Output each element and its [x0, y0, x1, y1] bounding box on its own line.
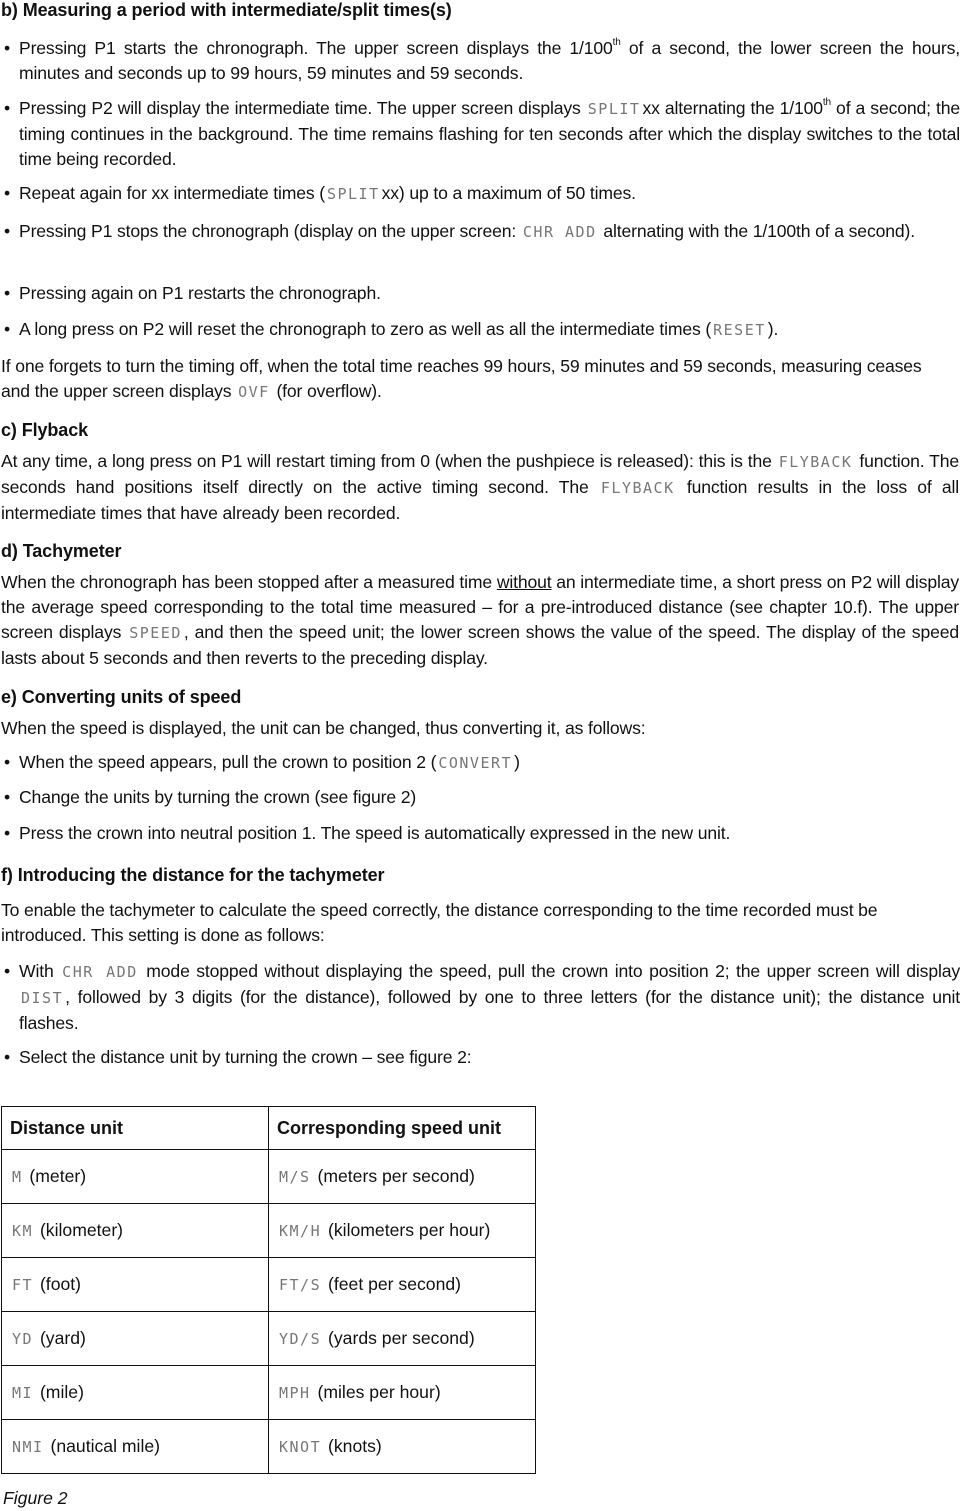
- text: Repeat again for xx intermediate times (: [19, 183, 325, 203]
- unit-description: (meter): [29, 1166, 87, 1186]
- section-b-bullet-5: [0, 281, 960, 306]
- lcd-convert: CONVERT: [438, 754, 513, 772]
- bullet-dot: •: [4, 283, 11, 303]
- unit-description: (nautical mile): [50, 1436, 160, 1456]
- text: Press the crown into neutral position 1. The speed is automatically expressed in the new unit.: [19, 823, 731, 843]
- lcd-unit: NMI: [12, 1438, 44, 1456]
- unit-description: (knots): [328, 1436, 382, 1456]
- text: ): [514, 752, 520, 772]
- text: Select the distance unit by turning the crown – see figure 2:: [19, 1047, 472, 1067]
- header-distance-unit: Distance unit: [2, 1107, 269, 1150]
- text: Pressing P2 will display the intermediate time. The upper screen displays: [19, 98, 586, 118]
- bullet-dot: •: [4, 823, 11, 843]
- distance-cell: [2, 1420, 269, 1474]
- lcd-unit: MI: [12, 1384, 34, 1402]
- text: an intermediate time, a short press on P2 will display the average speed corresponding to the total time measured – for a pre-introduced distance (see chapter 10.f). The upper screen displays: [1, 572, 959, 642]
- unit-description: (mile): [39, 1382, 84, 1402]
- text: function. The seconds hand positions itself directly on the active timing second. The: [1, 451, 959, 497]
- table-row: [2, 1258, 536, 1312]
- distance-speed-units-table: [1, 1106, 536, 1474]
- lcd-split: SPLIT: [326, 185, 380, 203]
- lcd-unit: KNOT: [279, 1438, 322, 1456]
- text: , and then the speed unit; the lower screen shows the value of the speed. The display of the speed lasts about 5 seconds and then reverts to the preceding display.: [1, 622, 959, 668]
- bullet-dot: •: [4, 787, 11, 807]
- superscript: th: [822, 97, 831, 109]
- section-e-heading: e) Converting units of speed: [1, 687, 242, 707]
- bullet-dot: •: [4, 961, 11, 981]
- table-row: [2, 1366, 536, 1420]
- distance-cell: [2, 1204, 269, 1258]
- lcd-chr-add: CHR ADD: [62, 963, 138, 981]
- lcd-unit: M: [12, 1168, 23, 1186]
- section-e-intro: When the speed is displayed, the unit can be changed, thus converting it, as follows:: [1, 718, 646, 738]
- bullet-dot: •: [4, 221, 11, 241]
- unit-description: (yards per second): [328, 1328, 475, 1348]
- bullet-dot: •: [4, 183, 11, 203]
- bullet-dot: •: [4, 319, 11, 339]
- unit-description: (yard): [39, 1328, 86, 1348]
- text: If one forgets to turn the timing off, when the total time reaches 99 hours, 59 minutes and 59 seconds, measuring ceases and the upper screen displays: [1, 356, 922, 401]
- lcd-unit: KM: [12, 1222, 34, 1240]
- text: (for overflow).: [271, 381, 382, 401]
- lcd-flyback: FLYBACK: [600, 479, 675, 497]
- lcd-unit: MPH: [279, 1384, 311, 1402]
- text: of a second, the lower screen the hours, minutes and seconds up to 99 hours, 59 minutes and 59 seconds.: [19, 38, 960, 83]
- text: xx) up to a maximum of 50 times.: [381, 183, 636, 203]
- section-b-bullet-4: [0, 219, 960, 269]
- lcd-chr-add: CHR ADD: [522, 223, 597, 241]
- lcd-unit: FT/S: [279, 1276, 322, 1294]
- table-header-row: [2, 1107, 536, 1150]
- section-c-paragraph: [1, 449, 959, 526]
- lcd-unit: M/S: [279, 1168, 311, 1186]
- text: A long press on P2 will reset the chronograph to zero as well as all the intermediate times (: [19, 319, 712, 339]
- text: , followed by 3 digits (for the distance), followed by one to three letters (for the distance unit); the distance unit flashes.: [19, 987, 960, 1033]
- distance-cell: [2, 1366, 269, 1420]
- speed-cell: [269, 1258, 536, 1312]
- lcd-speed: SPEED: [129, 624, 182, 642]
- section-e-bullet-3: [0, 821, 960, 846]
- text: Pressing P1 stops the chronograph (display on the upper screen:: [19, 221, 521, 241]
- text: When the chronograph has been stopped after a measured time: [1, 572, 497, 592]
- section-b-heading: b) Measuring a period with intermediate/split times(s): [1, 0, 452, 20]
- table-row: [2, 1204, 536, 1258]
- bullet-dot: •: [4, 98, 11, 118]
- underlined-text: without: [496, 572, 552, 592]
- text: When the speed appears, pull the crown to position 2 (: [19, 752, 437, 772]
- distance-cell: [2, 1312, 269, 1366]
- text: Pressing P1 starts the chronograph. The upper screen displays the 1/100: [19, 38, 613, 58]
- section-f-bullet-2: [0, 1045, 960, 1070]
- text: function results in the loss of all intermediate times that have already been recorded.: [1, 477, 959, 523]
- distance-cell: [2, 1150, 269, 1204]
- text: mode stopped without displaying the speed, pull the crown into position 2; the upper screen will display: [139, 961, 960, 981]
- speed-cell: [269, 1420, 536, 1474]
- unit-description: (miles per hour): [317, 1382, 441, 1402]
- section-e-bullet-2: [0, 785, 960, 810]
- section-f-heading: f) Introducing the distance for the tachymeter: [1, 865, 385, 885]
- bullet-dot: •: [4, 38, 11, 58]
- text: Change the units by turning the crown (see figure 2): [19, 787, 417, 807]
- speed-cell: [269, 1366, 536, 1420]
- lcd-unit: FT: [12, 1276, 34, 1294]
- unit-description: (feet per second): [328, 1274, 462, 1294]
- text: xx alternating the 1/100: [642, 98, 823, 118]
- text: of a second; the timing continues in the background. The time remains flashing for ten seconds after which the display switches to the total time being recorded.: [19, 98, 960, 169]
- table-row: [2, 1420, 536, 1474]
- header-speed-unit: Corresponding speed unit: [269, 1107, 536, 1150]
- text: alternating with the 1/100th of a second).: [598, 221, 915, 241]
- table-row: [2, 1150, 536, 1204]
- section-b-paragraph: [1, 354, 941, 405]
- section-f-bullet-1: [0, 959, 960, 1034]
- section-d-heading: d) Tachymeter: [1, 541, 122, 561]
- superscript: th: [612, 37, 621, 49]
- text: Pressing again on P1 restarts the chronograph.: [19, 283, 381, 303]
- section-b-bullet-1: [0, 36, 960, 86]
- text: At any time, a long press on P1 will restart timing from 0 (when the pushpiece is released): this is the: [1, 451, 777, 471]
- speed-cell: [269, 1312, 536, 1366]
- speed-cell: [269, 1150, 536, 1204]
- distance-cell: [2, 1258, 269, 1312]
- section-e-bullet-1: [0, 750, 960, 775]
- lcd-ovf: OVF: [238, 383, 270, 401]
- lcd-unit: YD: [12, 1330, 34, 1348]
- figure-caption: Figure 2: [3, 1488, 68, 1508]
- section-f-intro: To enable the tachymeter to calculate the speed correctly, the distance corresponding to the time recorded must be introduced. This setting is done as follows:: [1, 900, 878, 945]
- lcd-split: SPLIT: [587, 100, 641, 118]
- lcd-flyback: FLYBACK: [778, 453, 853, 471]
- unit-description: (foot): [39, 1274, 82, 1294]
- lcd-reset: RESET: [713, 321, 766, 339]
- unit-description: (kilometer): [39, 1220, 124, 1240]
- section-d-paragraph: [1, 570, 959, 671]
- unit-description: (kilometers per hour): [328, 1220, 491, 1240]
- unit-description: (meters per second): [317, 1166, 475, 1186]
- lcd-dist: DIST: [21, 989, 64, 1007]
- bullet-dot: •: [4, 1047, 11, 1067]
- text: With: [19, 961, 61, 981]
- speed-cell: [269, 1204, 536, 1258]
- lcd-unit: YD/S: [279, 1330, 322, 1348]
- section-b-bullet-6: [0, 317, 960, 342]
- lcd-unit: KM/H: [279, 1222, 322, 1240]
- table-row: [2, 1312, 536, 1366]
- bullet-dot: •: [4, 752, 11, 772]
- section-b-bullet-2: [0, 96, 960, 171]
- section-c-heading: c) Flyback: [1, 420, 89, 440]
- text: ).: [767, 319, 779, 339]
- section-b-bullet-3: [0, 181, 960, 206]
